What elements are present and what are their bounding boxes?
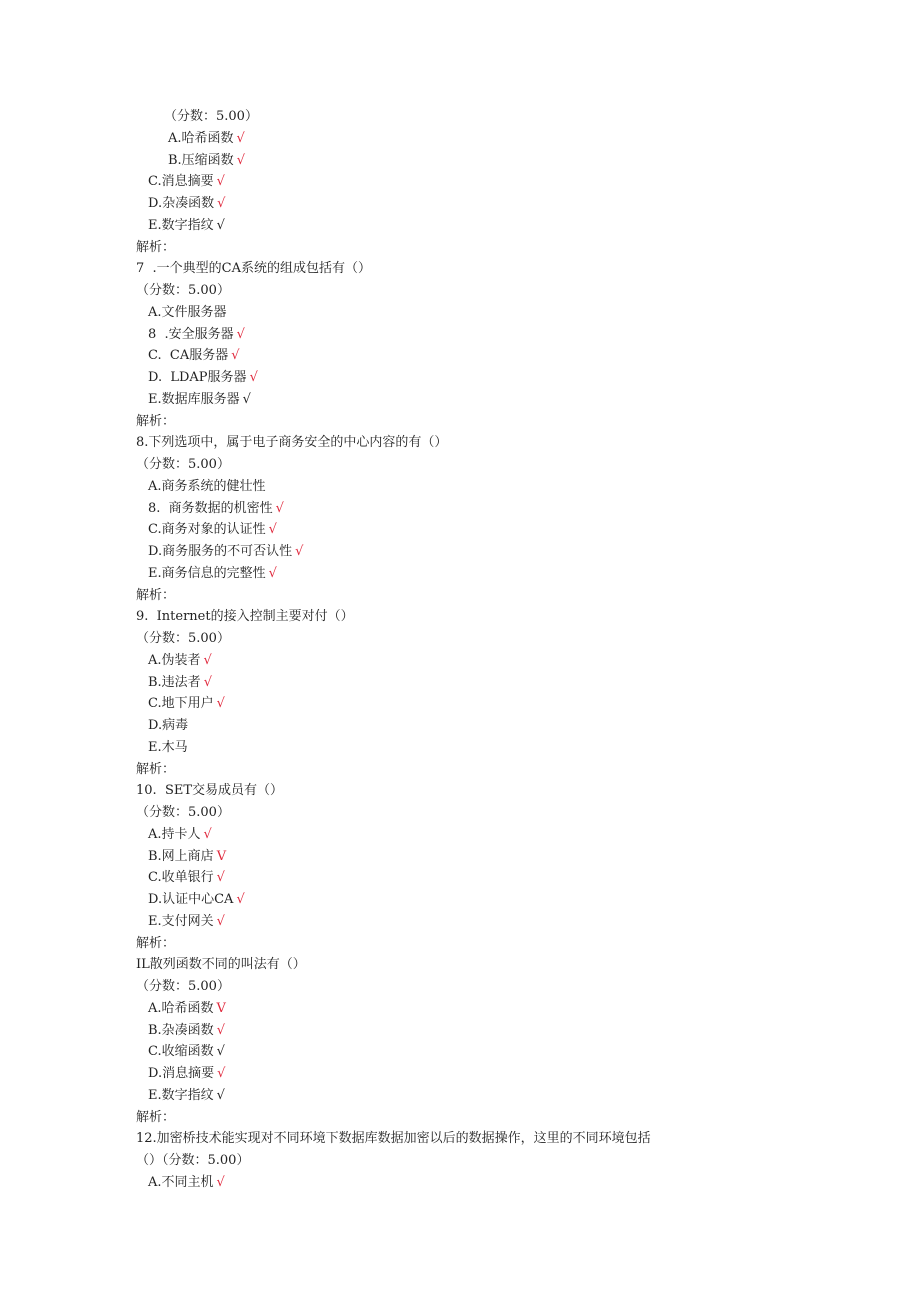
doc-line [136, 414, 175, 430]
check-mark-icon: √ [295, 544, 304, 559]
doc-line [136, 1131, 651, 1147]
doc-line [148, 849, 226, 865]
line-text: C.商务对象的认证性 [148, 522, 266, 538]
line-text: A.哈希函数 [148, 1000, 214, 1016]
line-text: （分数：5.00） [136, 457, 230, 472]
line-text: （分数：5.00） [136, 631, 230, 646]
line-text: A.伪装者 [148, 652, 201, 668]
line-text: D.认证中心CA [148, 892, 234, 907]
check-mark-icon: √ [268, 565, 277, 581]
line-text: 8 .安全服务器 [148, 326, 234, 342]
doc-line [148, 1088, 225, 1104]
doc-line [148, 501, 284, 517]
line-text: 8.下列选项中，属于电子商务安全的中心内容的有（） [136, 435, 448, 451]
doc-line [148, 392, 251, 408]
doc-line [168, 153, 245, 169]
line-text: （分数：5.00） [136, 979, 230, 994]
doc-line [148, 675, 212, 691]
doc-line [136, 283, 230, 299]
line-text: E.数据库服务器 [148, 391, 240, 407]
check-mark-icon: √ [203, 652, 212, 668]
doc-line [136, 805, 230, 821]
doc-line [148, 892, 245, 908]
line-text: B.压缩函数 [168, 152, 234, 168]
doc-line [148, 827, 212, 843]
line-text: C.消息摘要 [148, 174, 214, 190]
line-text: E.数字指纹 [148, 217, 214, 233]
doc-line [136, 631, 230, 647]
check-mark-icon: V [216, 1000, 226, 1016]
line-text: 解析： [136, 761, 176, 777]
doc-line [136, 588, 175, 604]
check-mark-icon: √ [203, 826, 212, 842]
doc-line [148, 196, 225, 212]
check-mark-icon: √ [236, 892, 245, 907]
doc-line [136, 783, 283, 799]
doc-line [136, 1110, 175, 1126]
line-text: （分数：5.00） [136, 805, 230, 820]
doc-line [136, 261, 371, 277]
line-text: D.病毒 [148, 718, 189, 733]
doc-line [148, 1023, 225, 1039]
doc-line [148, 653, 212, 669]
check-mark-icon: √ [216, 696, 225, 712]
check-mark-icon: √ [216, 217, 225, 233]
check-mark-icon: √ [216, 913, 225, 929]
check-mark-icon: √ [236, 326, 245, 342]
check-mark-icon: V [216, 848, 227, 864]
line-text: E.木马 [148, 739, 188, 755]
line-text: C. CA服务器 [148, 348, 229, 364]
line-text: C.地下用户 [148, 696, 214, 712]
check-mark-icon: √ [242, 391, 251, 407]
doc-line [148, 174, 225, 190]
line-text: E.商务信息的完整性 [148, 565, 266, 581]
doc-line [164, 109, 258, 125]
doc-line [148, 1066, 225, 1082]
doc-line [136, 240, 175, 256]
doc-line [148, 914, 225, 930]
check-mark-icon: √ [216, 174, 225, 190]
doc-line [136, 979, 230, 995]
line-text: （分数：5.00） [136, 283, 230, 298]
check-mark-icon: √ [249, 370, 258, 385]
check-mark-icon: √ [236, 152, 245, 168]
line-text: B.杂凑函数 [148, 1022, 214, 1038]
line-text: 解析： [136, 1109, 176, 1125]
line-text: （）（分数：5.00） [136, 1153, 250, 1168]
line-text: IL散列函数不同的叫法有（） [136, 957, 306, 973]
line-text: A.文件服务器 [148, 304, 227, 320]
line-text: 10. SET交易成员有（） [136, 783, 284, 799]
doc-line [136, 762, 175, 778]
doc-line [148, 566, 277, 582]
line-text: A.持卡人 [148, 826, 201, 842]
line-text: 7 .一个典型的CA系统的组成包括有（） [136, 261, 372, 277]
line-text: （分数：5.00） [164, 109, 258, 124]
doc-line [148, 327, 245, 343]
line-text: C.收缩函数 [148, 1044, 214, 1060]
line-text: 9. Internet的接入控制主要对付（） [136, 609, 354, 625]
doc-line [148, 1044, 225, 1060]
doc-line [148, 348, 240, 364]
check-mark-icon: √ [217, 1066, 226, 1081]
doc-line [136, 457, 230, 473]
check-mark-icon: √ [216, 870, 225, 886]
doc-line [148, 1175, 225, 1191]
check-mark-icon: √ [216, 1022, 225, 1038]
line-text: 8. 商务数据的机密性 [148, 500, 273, 516]
line-text: 解析： [136, 413, 176, 429]
doc-line [148, 305, 227, 321]
line-text: 12.加密桥技术能实现对不同环境下数据库数据加密以后的数据操作，这里的不同环境包括 [136, 1131, 651, 1147]
doc-line [136, 609, 354, 625]
check-mark-icon: √ [217, 196, 226, 211]
doc-line [148, 522, 277, 538]
doc-line [148, 740, 188, 756]
doc-line [136, 957, 306, 973]
doc-line [148, 718, 188, 734]
doc-line [148, 218, 225, 234]
doc-line [148, 1001, 226, 1017]
check-mark-icon: √ [216, 1087, 225, 1103]
check-mark-icon: √ [231, 348, 240, 364]
check-mark-icon: √ [268, 522, 277, 538]
doc-line [148, 479, 266, 495]
line-text: D. LDAP服务器 [148, 370, 247, 385]
line-text: B.违法者 [148, 674, 201, 690]
line-text: D.消息摘要 [148, 1066, 215, 1081]
line-text: A.不同主机 [148, 1174, 214, 1190]
line-text: 解析： [136, 239, 176, 255]
doc-line [148, 870, 225, 886]
check-mark-icon: √ [216, 1174, 225, 1190]
line-text: A.哈希函数 [168, 130, 234, 146]
doc-line [148, 544, 303, 560]
line-text: B.网上商店 [148, 848, 214, 864]
doc-line [136, 435, 447, 451]
check-mark-icon: √ [216, 1044, 225, 1060]
line-text: D.杂凑函数 [148, 196, 215, 211]
line-text: 解析： [136, 935, 176, 951]
line-text: E.数字指纹 [148, 1087, 214, 1103]
doc-line [148, 370, 258, 386]
line-text: A.商务系统的健壮性 [148, 478, 266, 494]
check-mark-icon: √ [203, 674, 212, 690]
doc-line [148, 696, 225, 712]
line-text: C.收单银行 [148, 870, 214, 886]
line-text: D.商务服务的不可否认性 [148, 544, 293, 559]
line-text: E.支付网关 [148, 913, 214, 929]
doc-line [168, 131, 245, 147]
line-text: 解析： [136, 587, 176, 603]
check-mark-icon: √ [275, 500, 284, 516]
check-mark-icon: √ [236, 130, 245, 146]
doc-line [136, 1153, 249, 1169]
doc-line [136, 936, 175, 952]
